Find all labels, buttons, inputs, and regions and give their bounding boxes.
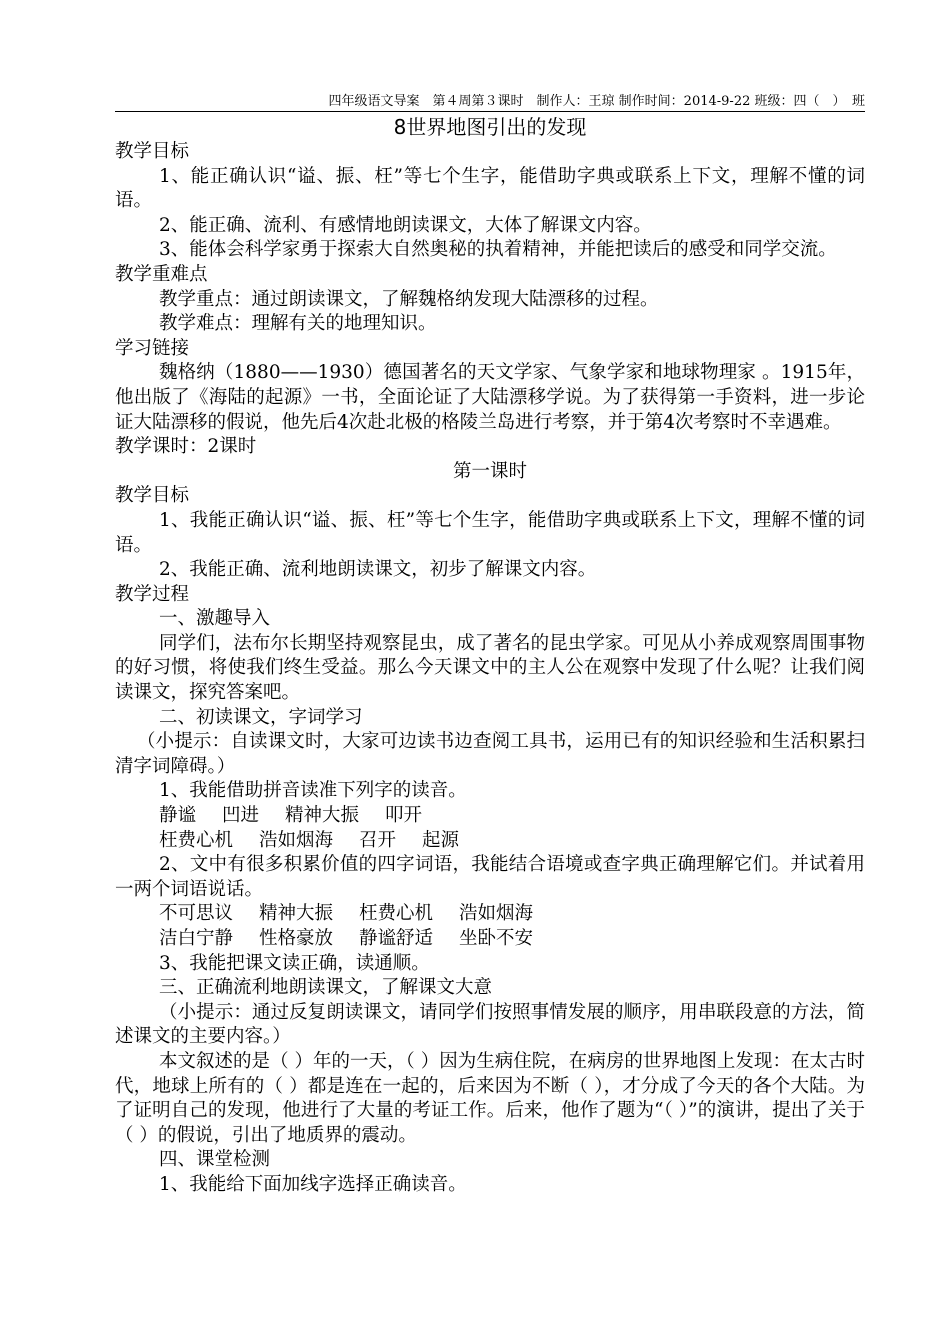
word-item: 叩开: [385, 805, 423, 827]
link-text: 魏格纳（1880——1930）德国著名的天文学家、气象学家和地球物理家 。1915年，他出版了《海陆的起源》一书，全面论证了大陆漂移学说。为了获得第一手资料，进一步论证大陆漂移的假说，他先后4次赴北极的格陵兰岛进行考察，并于第4次考察时不幸遇难。: [115, 362, 865, 433]
difficult-point: 教学难点：理解有关的地理知识。: [159, 313, 437, 335]
word-item: 枉费心机: [159, 829, 234, 851]
step2-task3: 3、我能把课文读正确，读通顺。: [159, 952, 430, 974]
goals-heading: 教学目标: [115, 141, 190, 162]
word-row-1: [115, 804, 865, 829]
lesson1-goal-item: 1、我能正确认识“谥、振、枉”等七个生字，能借助字典或联系上下文，理解不懂的词语。: [115, 509, 865, 556]
goal-item: 1、能正确认识“谥、振、枉”等七个生字，能借助字典或联系上下文，理解不懂的词语。: [115, 165, 865, 212]
goal-item: 2、能正确、流利、有感情地朗读课文，大体了解课文内容。: [159, 214, 652, 236]
idiom-item: 洁白宁静: [159, 928, 234, 949]
word-item: 静谧: [159, 805, 197, 827]
idiom-item: 枉费心机: [359, 903, 434, 925]
step2-task1: 1、我能借助拼音读准下列字的读音。: [159, 780, 467, 802]
idiom-row-1: [115, 902, 865, 927]
idiom-row-2: [115, 927, 865, 952]
idiom-item: 精神大振: [259, 903, 334, 925]
step2-heading: 二、初读课文，字词学习: [159, 706, 363, 728]
key-point: 教学重点：通过朗读课文，了解魏格纳发现大陆漂移的过程。: [159, 288, 659, 310]
step2-tip: （小提示：自读课文时，大家可边读书边查阅工具书，运用已有的知识经验和生活积累扫清字词障碍。）: [115, 731, 865, 777]
lesson1-goal-item: 2、我能正确、流利地朗读课文，初步了解课文内容。: [159, 559, 597, 581]
idiom-item: 性格豪放: [259, 928, 334, 949]
lesson-title: 8世界地图引出的发现: [393, 115, 587, 139]
word-item: 召开: [359, 829, 397, 851]
idiom-item: 坐卧不安: [459, 928, 534, 949]
idiom-item: 不可思议: [159, 903, 234, 925]
word-item: 精神大振: [285, 805, 360, 827]
key-heading: 教学重难点: [115, 263, 208, 285]
word-item: 起源: [422, 829, 460, 851]
step4-heading: 四、课堂检测: [159, 1149, 271, 1171]
idiom-item: 浩如烟海: [459, 903, 534, 925]
document-page: [115, 94, 865, 1198]
link-heading: 学习链接: [115, 337, 190, 359]
process-heading: 教学过程: [115, 583, 190, 605]
step3-heading: 三、正确流利地朗读课文，了解课文大意: [159, 977, 493, 999]
step2-task2: 2、文中有很多积累价值的四字词语，我能结合语境或查字典正确理解它们。并试着用一两个词语说话。: [115, 854, 865, 900]
lesson1-title: 第一课时: [452, 460, 527, 482]
step3-text: 本文叙述的是（ ）年的一天，（ ）因为生病住院，在病房的世界地图上发现：在太古时代，地球上所有的（ ）都是连在一起的，后来因为不断（ ），才分成了今天的各个大陆。为了证明自己的发现，他进行了大量的考证工作。后来，他作了题为“（ ）”的演讲，提出了关于（ ）的假说，引出了地质界的震动。: [115, 1050, 865, 1146]
lesson1-goals-heading: 教学目标: [115, 485, 190, 507]
step1-text: 同学们，法布尔长期坚持观察昆虫，成了著名的昆虫学家。可见从小养成观察周围事物的好习惯，将使我们终生受益。那么今天课文中的主人公在观察中发现了什么呢？让我们阅读课文，探究答案吧。: [115, 632, 865, 704]
idiom-item: 静谧舒适: [359, 928, 434, 949]
word-item: 凹进: [222, 805, 260, 827]
page-header: 四年级语文导案 第４周第３课时 制作人：王琼 制作时间：2014-9-22 班级：四（ ） 班: [115, 94, 865, 112]
word-item: 浩如烟海: [259, 829, 334, 851]
word-row-2: [115, 829, 865, 854]
step3-tip: （小提示：通过反复朗读课文，请同学们按照事情发展的顺序，用串联段意的方法，简述课文的主要内容。）: [115, 1001, 865, 1048]
lesson-hours: 教学课时：2课时: [115, 436, 257, 458]
goal-item: 3、能体会科学家勇于探索大自然奥秘的执着精神，并能把读后的感受和同学交流。: [159, 239, 837, 261]
step4-task1: 1、我能给下面加线字选择正确读音。: [159, 1173, 467, 1195]
step1-heading: 一、激趣导入: [159, 608, 271, 630]
